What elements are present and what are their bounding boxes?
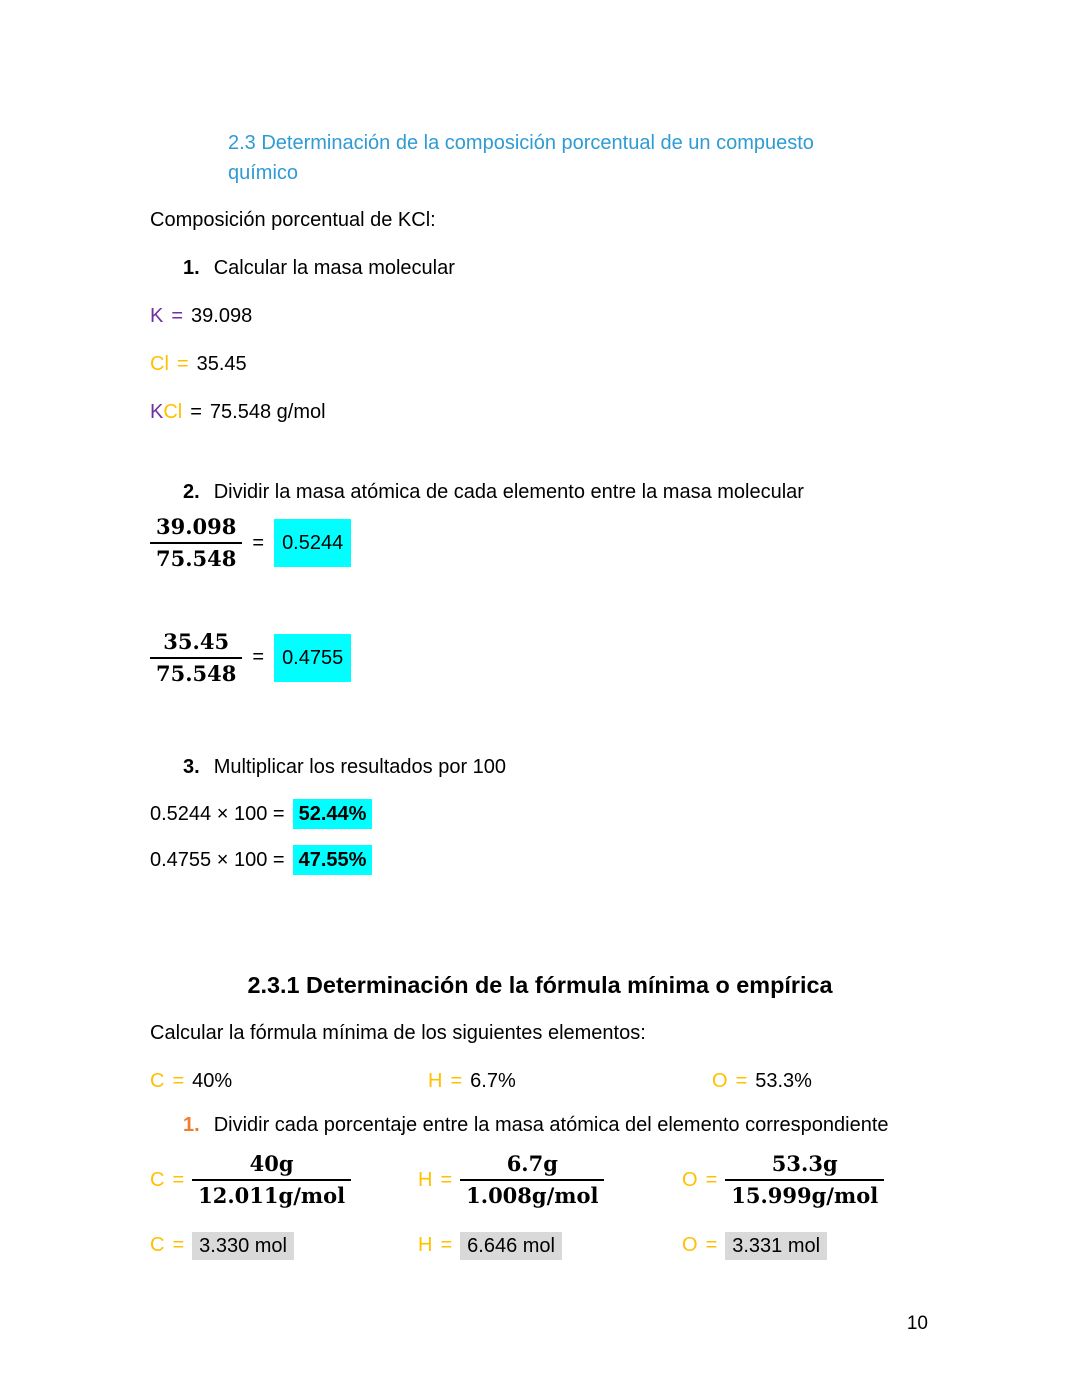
percent-row [150,1069,930,1093]
multiplication-line-1 [150,799,930,829]
division-c [150,1151,418,1210]
fraction-numerator: 6.7g [460,1151,604,1181]
section-heading [150,128,930,188]
equals-sign: = [172,1234,185,1257]
subsection-title: 2.3.1 Determinación de la fórmula mínima o empírica [247,972,833,998]
expression: 0.4755 × 100 = [150,849,285,871]
equals-sign: = [172,1070,185,1093]
mol-result-c [150,1232,418,1260]
fraction-denominator: 15.999g/mol [731,1183,879,1209]
fraction [150,514,242,573]
highlighted-mol-value: 6.646 mol [460,1232,562,1260]
element-symbol-cl: Cl [163,401,183,423]
equals-sign: = [440,1168,453,1191]
equals-sign: = [172,1168,185,1191]
equals-sign: = [450,1070,463,1093]
step-text: Calcular la masa molecular [213,257,455,279]
ordered-step-3 [150,755,930,779]
expression: 0.5244 × 100 = [150,803,285,825]
fraction-denominator: 1.008g/mol [466,1183,599,1209]
step-number: 2. [183,481,200,503]
element-symbol-c: C [150,1070,165,1093]
mass-line-kcl [150,400,930,424]
division-fraction-row [150,1151,930,1210]
equals-sign: = [735,1070,748,1093]
subsection-intro: Calcular la fórmula mínima de los siguientes elementos: [150,1022,646,1045]
mol-results-row [150,1232,930,1260]
percent-o [712,1069,930,1093]
element-symbol-c: C [150,1168,165,1191]
percent-c [150,1069,428,1093]
element-symbol-c: C [150,1234,165,1257]
equals-sign: = [252,531,265,554]
mol-result-o [682,1232,930,1260]
division-h [418,1151,682,1210]
equals-sign: = [252,646,265,669]
mass-line-cl [150,352,930,376]
fraction [192,1151,351,1210]
equals-sign: = [176,353,189,375]
fraction [460,1151,604,1210]
section-heading-line-2: químico [228,162,299,184]
mass-value-kcl: 75.548 g/mol [209,401,326,423]
fraction-denominator: 75.548 [156,660,237,686]
step-text: Multiplicar los resultados por 100 [213,756,507,778]
page-number: 10 [906,1313,928,1334]
highlighted-percentage: 47.55% [293,845,373,875]
percent-h [428,1069,712,1093]
step-text: Dividir la masa atómica de cada elemento entre la masa molecular [213,481,804,503]
section-heading-line-1: 2.3 Determinación de la composición porcentual de un compuesto [228,132,814,154]
fraction-denominator: 12.011g/mol [198,1183,346,1209]
fraction [150,629,242,688]
element-symbol-h: H [418,1168,433,1191]
element-symbol-o: O [682,1234,698,1257]
percent-value: 6.7% [470,1070,516,1093]
mass-value-cl: 35.45 [196,353,247,375]
division-equation-2 [150,629,930,688]
highlighted-percentage: 52.44% [293,799,373,829]
step-number: 3. [183,756,200,778]
mass-value-k: 39.098 [191,305,253,327]
fraction-denominator: 75.548 [156,546,237,572]
division-o [682,1151,930,1210]
fraction [725,1151,884,1210]
mol-result-h [418,1232,682,1260]
equals-sign: = [705,1234,718,1257]
step-number: 1. [183,1114,200,1137]
mass-line-k [150,304,930,328]
element-symbol-cl: Cl [150,353,169,375]
percent-value: 40% [192,1070,233,1093]
equals-sign: = [705,1168,718,1191]
highlighted-mol-value: 3.330 mol [192,1232,294,1260]
ordered-step-1 [150,256,930,280]
ordered-step-bottom-1 [150,1113,930,1137]
compound-symbol-kcl [150,400,182,424]
ordered-step-2 [150,480,930,504]
element-symbol-h: H [428,1070,443,1093]
equals-sign: = [190,401,202,423]
fraction-numerator: 35.45 [150,629,242,659]
equals-sign: = [171,305,184,327]
division-equation-1 [150,514,930,573]
highlighted-mol-value: 3.331 mol [725,1232,827,1260]
fraction-numerator: 53.3g [725,1151,884,1181]
step-number: 1. [183,257,200,279]
fraction-numerator: 39.098 [150,514,242,544]
equals-sign: = [440,1234,453,1257]
element-symbol-h: H [418,1234,433,1257]
multiplication-line-2 [150,845,930,875]
highlighted-result: 0.4755 [274,634,351,682]
step-text: Dividir cada porcentaje entre la masa atómica del elemento correspondiente [213,1114,889,1137]
intro-paragraph: Composición porcentual de KCl: [150,209,436,231]
element-symbol-o: O [712,1070,728,1093]
element-symbol-o: O [682,1168,698,1191]
percent-value: 53.3% [755,1070,812,1093]
element-symbol-k: K [150,305,164,327]
document-content [150,128,930,1282]
fraction-numerator: 40g [192,1151,351,1181]
element-symbol-k: K [150,401,164,423]
highlighted-result: 0.5244 [274,519,351,567]
